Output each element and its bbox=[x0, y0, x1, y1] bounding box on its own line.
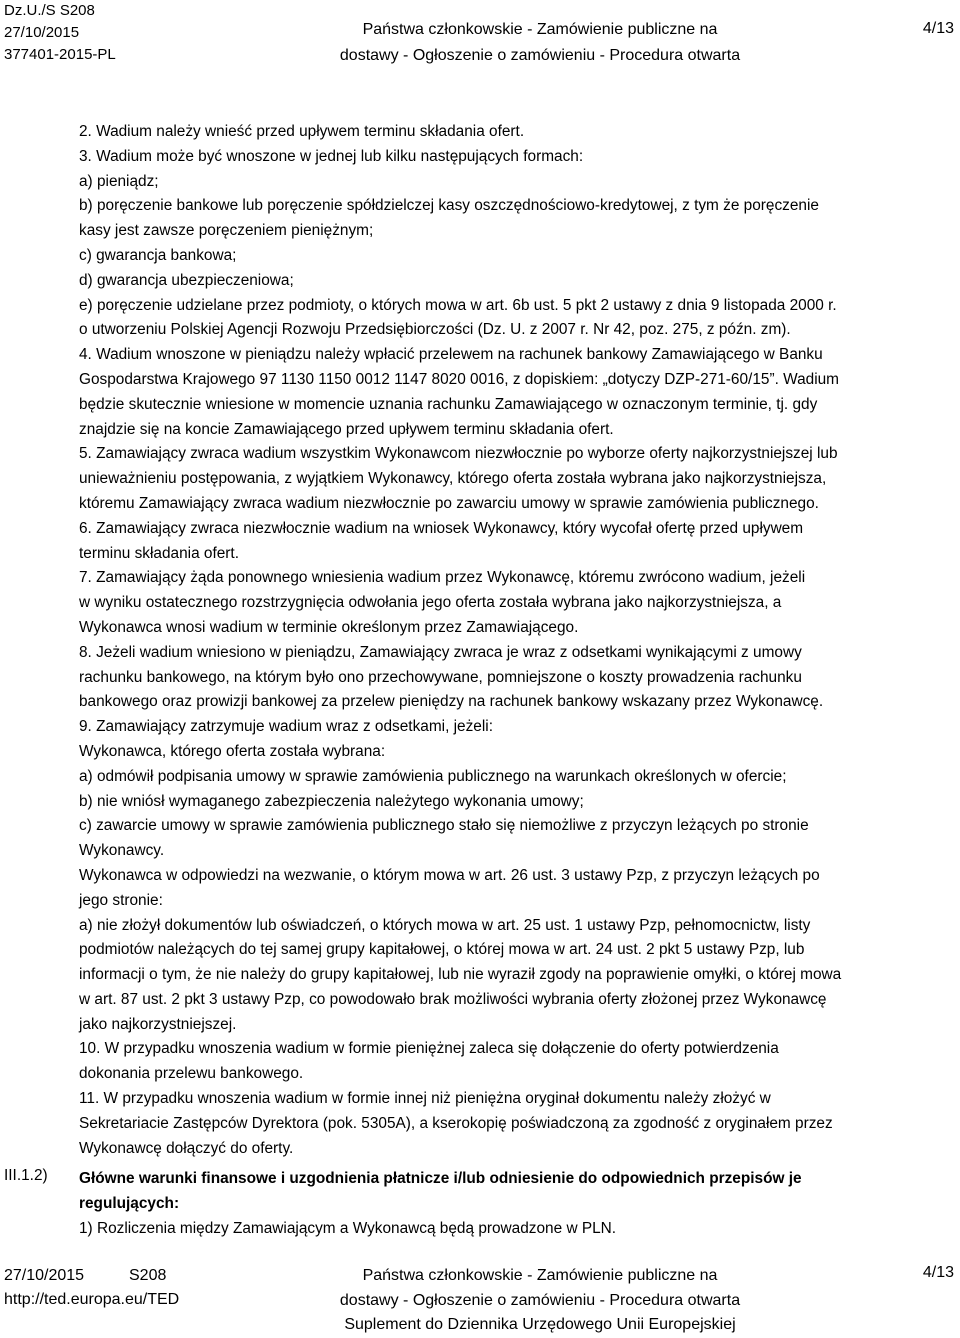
section-number: III.1.2) bbox=[4, 1167, 48, 1184]
body-line: o utworzeniu Polskiej Agencji Rozwoju Przedsiębiorczości (Dz. U. z 2007 r. Nr 42, poz. 275, z późn. zm). bbox=[79, 321, 791, 339]
footer-meta bbox=[4, 1264, 179, 1312]
header-meta bbox=[4, 0, 116, 66]
body-line: Wykonawca w odpowiedzi na wezwanie, o którym mowa w art. 26 ust. 3 ustawy Pzp, z przyczyn leżących po bbox=[79, 866, 820, 884]
body-line: 4. Wadium wnoszone w pieniądzu należy wpłacić przelewem na rachunek bankowy Zamawiającego w Banku bbox=[79, 346, 823, 364]
body-line: w wyniku ostatecznego rozstrzygnięcia odwołania jego oferta została wybrana jako najkorzystniejsza, a bbox=[79, 594, 782, 612]
footer-line1: Państwa członkowskie - Zamówienie publiczne na bbox=[362, 1267, 718, 1284]
header-title-line2: dostawy - Ogłoszenie o zamówieniu - Procedura otwarta bbox=[339, 47, 741, 64]
section-block bbox=[79, 1167, 957, 1241]
body-line: 2. Wadium należy wnieść przed upływem terminu składania ofert. bbox=[79, 123, 525, 140]
body-line: terminu składania ofert. bbox=[79, 544, 239, 562]
body-line: Sekretariacie Zastępców Dyrektora (pok. 5305A), a kserokopię poświadczoną za zgodność z oryginałem przez bbox=[79, 1114, 833, 1132]
body-line: jako najkorzystniejszej. bbox=[79, 1015, 237, 1033]
body-line: dokonania przelewu bankowego. bbox=[79, 1065, 304, 1083]
body-line: d) gwarancja ubezpieczeniowa; bbox=[79, 271, 294, 289]
body-line: znajdzie się na koncie Zamawiającego przed upływem terminu składania ofert. bbox=[79, 420, 614, 438]
body-line: 8. Jeżeli wadium wniesiono w pieniądzu, Zamawiający zwraca je wraz z odsetkami wynikającymi z umowy bbox=[79, 643, 802, 661]
body-line: Wykonawcę dołączyć do oferty. bbox=[79, 1139, 294, 1157]
body-line: 9. Zamawiający zatrzymuje wadium wraz z odsetkami, jeżeli: bbox=[79, 718, 493, 736]
body-line: c) zawarcie umowy w sprawie zamówienia publicznego stało się niemożliwe z przyczyn leżących po stronie bbox=[79, 817, 809, 835]
body-line: Wykonawcy. bbox=[79, 842, 165, 860]
section-text: 1) Rozliczenia między Zamawiającym a Wykonawcą będą prowadzone w PLN. bbox=[79, 1219, 617, 1237]
footer-url[interactable]: http://ted.europa.eu/TED bbox=[4, 1291, 180, 1308]
body-line: jego stronie: bbox=[79, 891, 163, 909]
footer-page-number: 4/13 bbox=[922, 1264, 954, 1281]
body-line: a) odmówił podpisania umowy w sprawie zamówienia publicznego na warunkach określonych w ofercie; bbox=[79, 767, 787, 785]
body-line: Wykonawca, którego oferta została wybrana: bbox=[79, 742, 386, 760]
body-line: c) gwarancja bankowa; bbox=[79, 246, 237, 264]
body-line: będzie skutecznie wniesione w momencie uznania rachunku Zamawiającego w oznaczonym terminie, tj. gdy bbox=[79, 395, 818, 413]
body-line: w art. 87 ust. 2 pkt 3 ustawy Pzp, co powodowało brak możliwości wybrania oferty złożonej przez Wykonawcę bbox=[79, 990, 827, 1008]
footer-title bbox=[330, 1264, 750, 1338]
section-title-line2: regulujących: bbox=[79, 1194, 180, 1212]
body-line: e) poręczenie udzielane przez podmioty, o których mowa w art. 6b ust. 5 pkt 2 ustawy z dnia 9 listopada 2000 r. bbox=[79, 296, 837, 314]
header-page-number: 4/13 bbox=[922, 20, 954, 37]
header-doc-id: Dz.U./S S208 bbox=[4, 2, 95, 19]
section-title-line1: Główne warunki finansowe i uzgodnienia płatnicze i/lub odniesienie do odpowiednich przepisów je bbox=[79, 1170, 802, 1187]
body-line: 5. Zamawiający zwraca wadium wszystkim Wykonawcom niezwłocznie po wyborze oferty najkorzystniejszej lub bbox=[79, 445, 838, 463]
body-line: b) poręczenie bankowe lub poręczenie spółdzielczej kasy oszczędnościowo-kredytowej, z tym że poręczenie bbox=[79, 197, 819, 215]
body-line: któremu Zamawiający zwraca wadium niezwłocznie po zawarciu umowy w sprawie zamówienia publicznego. bbox=[79, 494, 819, 512]
header-date: 27/10/2015 bbox=[4, 24, 80, 41]
body-line: Wykonawca wnosi wadium w terminie określonym przez Zamawiającego. bbox=[79, 618, 579, 636]
body-line: 6. Zamawiający zwraca niezwłocznie wadium na wniosek Wykonawcy, który wycofał ofertę przed upływem bbox=[79, 519, 804, 537]
body-line: unieważnieniu postępowania, z wyjątkiem Wykonawcy, którego oferta została wybrana jako najkorzystniejsza, bbox=[79, 470, 827, 488]
body-line: kasy jest zawsze poręczeniem pieniężnym; bbox=[79, 222, 374, 240]
page-footer bbox=[0, 1264, 960, 1334]
footer-line3: Suplement do Dziennika Urzędowego Unii Europejskiej bbox=[344, 1316, 736, 1333]
body-line: b) nie wniósł wymaganego zabezpieczenia należytego wykonania umowy; bbox=[79, 792, 584, 810]
body-line: 10. W przypadku wnoszenia wadium w formie pieniężnej zaleca się dołączenie do oferty potwierdzenia bbox=[79, 1040, 779, 1058]
body-line: podmiotów należących do tej samej grupy kapitałowej, o której mowa w art. 24 ust. 2 pkt 5 ustawy Pzp, lub bbox=[79, 941, 805, 959]
footer-line2: dostawy - Ogłoszenie o zamówieniu - Procedura otwarta bbox=[339, 1291, 741, 1309]
body-line: 3. Wadium może być wnoszone w jednej lub kilku następujących formach: bbox=[79, 147, 584, 165]
body-line: informacji o tym, że nie należy do grupy kapitałowej, lub nie wyraził zgody na poprawienie omyłki, o której mowa bbox=[79, 966, 842, 984]
body-line: 7. Zamawiający żąda ponownego wniesienia wadium przez Wykonawcę, któremu zwrócono wadium, jeżeli bbox=[79, 569, 806, 587]
document-body bbox=[79, 120, 957, 1161]
body-line: a) pieniądz; bbox=[79, 172, 159, 190]
body-line: 11. W przypadku wnoszenia wadium w formie innej niż pieniężna oryginał dokumentu należy złożyć w bbox=[79, 1090, 771, 1108]
header-notice-number: 377401-2015-PL bbox=[4, 46, 116, 63]
body-line: rachunku bankowego, na którym było ono przechowywane, pomniejszone o koszty prowadzenia rachunku bbox=[79, 668, 802, 686]
footer-date: 27/10/2015 bbox=[4, 1267, 85, 1284]
body-line: a) nie złożył dokumentów lub oświadczeń, o których mowa w art. 25 ust. 1 ustawy Pzp, pełnomocnictw, listy bbox=[79, 916, 811, 934]
body-line: bankowego oraz prowizji bankowej za przelew pieniędzy na rachunek bankowy wskazany przez Wykonawcę. bbox=[79, 693, 824, 711]
header-title-line1: Państwa członkowskie - Zamówienie publiczne na bbox=[362, 21, 718, 38]
body-line: Gospodarstwa Krajowego 97 1130 1150 0012 1147 8020 0016, z dopiskiem: „dotyczy DZP-271-60/15”. Wadium bbox=[79, 370, 840, 388]
footer-series: S208 bbox=[129, 1267, 167, 1284]
